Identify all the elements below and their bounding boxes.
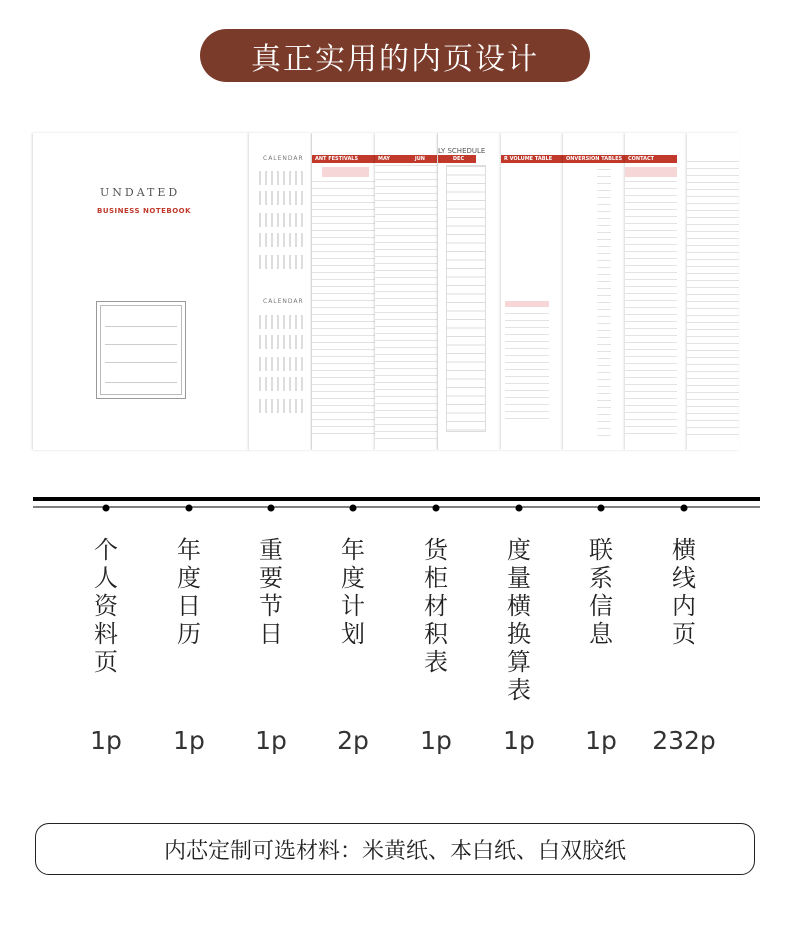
item-count: 2p bbox=[337, 726, 369, 755]
plan-header bbox=[438, 155, 476, 163]
calendar-grid bbox=[259, 233, 307, 247]
calendar-grid bbox=[259, 171, 307, 185]
cover-title: UNDATED bbox=[100, 186, 181, 199]
day-number-column bbox=[446, 165, 486, 432]
volume-header: R VOLUME TABLE bbox=[501, 155, 563, 163]
notebook-preview bbox=[33, 133, 739, 450]
item-count: 1p bbox=[90, 726, 122, 755]
lined-ruling bbox=[687, 161, 739, 440]
item-count: 1p bbox=[173, 726, 205, 755]
cover-line bbox=[105, 362, 177, 363]
cover-line bbox=[105, 326, 177, 327]
item-name: 货柜材积表 bbox=[424, 536, 448, 676]
cover-page bbox=[33, 133, 251, 450]
calendar-grid bbox=[259, 335, 307, 349]
material-note-box bbox=[35, 823, 755, 875]
calendar-grid bbox=[259, 377, 307, 391]
conversion-header: ONVERSION TABLES bbox=[563, 155, 625, 163]
title-pill bbox=[200, 29, 590, 82]
lined-page bbox=[687, 133, 739, 450]
plan-header bbox=[375, 155, 437, 163]
plan-month: DEC bbox=[452, 156, 465, 162]
plan-month: JUN bbox=[414, 156, 425, 162]
calendar-page bbox=[249, 133, 311, 450]
calendar-grid bbox=[259, 315, 307, 329]
item-marker-dot bbox=[516, 505, 523, 512]
calendar-heading: CALENDAR bbox=[263, 155, 304, 162]
page-title: 真正实用的内页设计 bbox=[251, 41, 539, 77]
item-marker-dot bbox=[103, 505, 110, 512]
item-marker-dot bbox=[433, 505, 440, 512]
contact-header: CONTACT bbox=[625, 155, 677, 163]
item-name: 年度日历 bbox=[177, 536, 201, 648]
plan-month: MAY bbox=[378, 156, 390, 162]
item-count: 1p bbox=[255, 726, 287, 755]
item-name: 联系信息 bbox=[589, 536, 613, 648]
item-marker-dot bbox=[186, 505, 193, 512]
conversion-table bbox=[597, 169, 611, 440]
contact-page bbox=[625, 133, 687, 450]
calendar-grid bbox=[259, 357, 307, 371]
festival-page bbox=[312, 133, 375, 450]
plan-ruling bbox=[375, 165, 437, 440]
cover-line bbox=[105, 382, 177, 383]
festival-ruling bbox=[312, 181, 375, 440]
schedule-title: LY SCHEDULE bbox=[438, 147, 486, 155]
item-count: 1p bbox=[585, 726, 617, 755]
contact-ruling bbox=[625, 181, 677, 440]
item-name: 个人资料页 bbox=[94, 536, 118, 676]
item-count: 1p bbox=[420, 726, 452, 755]
item-marker-dot bbox=[681, 505, 688, 512]
item-marker-dot bbox=[598, 505, 605, 512]
item-name: 年度计划 bbox=[341, 536, 365, 648]
conversion-page bbox=[563, 133, 625, 450]
calendar-grid bbox=[259, 399, 307, 413]
item-name: 横线内页 bbox=[672, 536, 696, 648]
item-count: 232p bbox=[652, 726, 716, 755]
item-name: 重要节日 bbox=[259, 536, 283, 648]
material-note: 内芯定制可选材料：米黄纸、本白纸、白双胶纸 bbox=[163, 838, 626, 864]
festival-header: ANT FESTIVALS bbox=[312, 155, 375, 163]
volume-page bbox=[501, 133, 563, 450]
calendar-grid bbox=[259, 191, 307, 205]
plan-page-2 bbox=[438, 133, 501, 450]
volume-highlight bbox=[505, 301, 549, 307]
cover-line bbox=[105, 344, 177, 345]
volume-table bbox=[505, 313, 549, 420]
cover-subtitle: BUSINESS NOTEBOOK bbox=[97, 207, 192, 215]
item-marker-dot bbox=[350, 505, 357, 512]
item-name: 度量横换算表 bbox=[507, 536, 531, 704]
item-count: 1p bbox=[503, 726, 535, 755]
cover-info-box bbox=[96, 301, 186, 399]
item-marker-dot bbox=[268, 505, 275, 512]
calendar-grid bbox=[259, 213, 307, 227]
calendar-heading: CALENDAR bbox=[263, 298, 304, 305]
calendar-grid bbox=[259, 255, 307, 269]
festival-highlight bbox=[322, 167, 369, 177]
contact-highlight bbox=[625, 167, 677, 177]
plan-page-1 bbox=[375, 133, 437, 450]
